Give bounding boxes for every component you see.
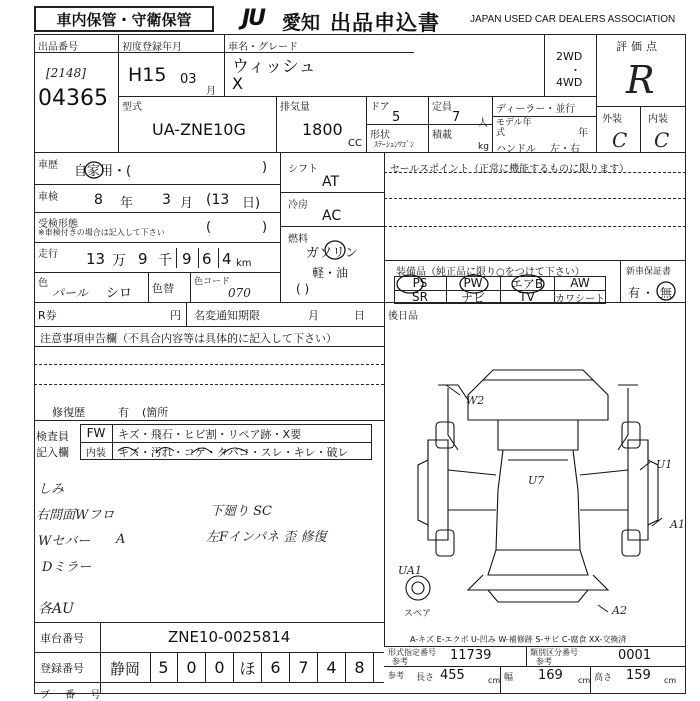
inspection-day: (13 <box>206 192 230 208</box>
width-label: 幅 <box>504 673 514 683</box>
length-value: 455 <box>440 668 465 683</box>
model-grade: X <box>232 74 243 93</box>
mileage-d5: 4 <box>222 250 232 268</box>
fuel-paren: ( ) <box>296 282 310 296</box>
equip-leather: カワシート <box>555 293 605 305</box>
inspector-label-1: 検査員 <box>36 430 69 443</box>
length-unit: cm <box>488 676 501 685</box>
history-circle <box>84 160 104 180</box>
diag-ua1: UA1 <box>398 564 422 577</box>
exterior-label: 外装 <box>602 114 622 125</box>
mileage-d3: 9 <box>182 250 192 268</box>
lot-number: 04365 <box>38 86 108 111</box>
fuel-circle <box>324 240 346 260</box>
damage-legend: A-キズ E-エクボ U-凹み W-補修跡 S-サビ C-腐食 XX-交換済 <box>410 635 627 644</box>
plate-digits <box>150 652 374 682</box>
note-d-mirror: Dミラー <box>42 560 92 575</box>
mileage-d2: 9 <box>138 250 148 268</box>
interior-marks <box>116 441 276 461</box>
name-change-month: 月 <box>308 309 319 322</box>
name-change-label: 名変通知期限 <box>194 309 260 322</box>
org-name: 愛知 <box>282 12 321 34</box>
warranty-label: 新車保証書 <box>626 267 672 277</box>
plate-digit: 8 <box>346 652 374 682</box>
mileage-unit: km <box>236 258 252 269</box>
rating-label: 評価点 <box>616 40 661 53</box>
drive-4wd: 4WD <box>556 76 583 89</box>
diag-a1: A1 <box>670 518 685 531</box>
mileage-u1: 万 <box>112 253 126 269</box>
plate-label: 登録番号 <box>40 662 84 675</box>
drive-2wd: 2WD <box>556 50 583 63</box>
capacity-unit: 人 <box>478 118 488 129</box>
fuel-line2: 軽・油 <box>312 266 349 280</box>
diag-spare: スペア <box>404 609 432 619</box>
color-value: パール <box>52 286 88 300</box>
r-ticket-label: R券 <box>38 309 57 322</box>
equip-navi: ナビ <box>460 290 485 305</box>
type-cert-label: 形式指定番号 <box>388 648 436 657</box>
handle-label: ハンドル <box>496 144 536 155</box>
interior-label-row: 内装 <box>86 447 106 459</box>
inspector-label-2: 記入欄 <box>36 446 69 459</box>
chassis-value: ZNE10-0025814 <box>168 628 291 646</box>
engine-label: 排気量 <box>280 102 310 113</box>
capacity-label: 定員 <box>432 102 452 113</box>
equipment-circles <box>394 272 614 296</box>
doors-label: ドア <box>370 102 390 113</box>
shift-value: AT <box>322 174 340 190</box>
body-label: 形状 <box>370 130 390 141</box>
type-label: 型式 <box>122 102 142 113</box>
equip-pw: PW <box>463 276 483 290</box>
ju-logo: JU <box>242 6 265 31</box>
dealer-label: ディーラー・並行 <box>496 104 576 115</box>
first-reg-year: H15 <box>128 64 167 86</box>
load-unit: kg <box>478 142 489 152</box>
mileage-d1: 13 <box>86 250 106 268</box>
receipt-label: 受検形態 <box>38 219 78 230</box>
type-value: UA-ZNE10G <box>152 120 246 139</box>
doors-value: 5 <box>392 110 401 125</box>
width-unit: cm <box>578 676 591 685</box>
plate-digit: ほ <box>234 652 262 682</box>
history-label: 車歴 <box>38 160 58 171</box>
fuel-label: 燃料 <box>288 234 308 245</box>
type-cert-value: 11739 <box>450 648 492 663</box>
warranty-circle <box>656 281 678 303</box>
receipt-note: ※車検付きの場合は記入して下さい <box>38 228 165 237</box>
warranty-dot: ・ <box>642 286 655 300</box>
first-reg-label: 初度登録年月 <box>122 42 182 53</box>
lot-sub-number: [2148] <box>46 66 86 80</box>
note-underbody: 下廻り SC <box>210 504 272 519</box>
storage-label: 車内保管・守衛保管 <box>34 6 214 32</box>
inspection-year-unit: 年 <box>120 196 134 211</box>
interior-grade: C <box>654 128 670 152</box>
receipt-open: ( <box>206 220 212 235</box>
mileage-d4: 6 <box>202 250 212 268</box>
notes-label: 注意事項申告欄（不具合内容等は具体的に記入して下さい） <box>40 332 337 345</box>
inspection-label: 車検 <box>38 192 58 203</box>
exterior-grade: C <box>612 128 628 152</box>
fw-label: FW <box>86 426 106 440</box>
ref-label-2: 参考 <box>536 657 552 666</box>
first-reg-month-unit: 月 <box>206 86 216 97</box>
shift-label: シフト <box>288 164 318 175</box>
diag-w2: W2 <box>466 394 485 407</box>
color-code: 070 <box>228 286 251 300</box>
engine-value: 1800 <box>302 120 343 139</box>
ref-label-3: 参考 <box>388 671 404 680</box>
fw-text: キズ・飛石・ヒビ割・リペア跡・X要 <box>118 428 302 441</box>
length-label: 長さ <box>416 673 435 683</box>
body-value: ｽﾃｰｼｮﾝﾜｺﾞﾝ <box>374 140 414 149</box>
engine-unit: CC <box>348 138 362 149</box>
plate-digit: 6 <box>262 652 290 682</box>
note-mid-a: A <box>116 532 126 547</box>
equipment-label: 装備品（純正品に限り○をつけて下さい） <box>396 267 585 278</box>
ref-label-1: 参考 <box>392 657 408 666</box>
plate-digit: 5 <box>150 652 178 682</box>
color-code-label: 色コード <box>194 277 231 287</box>
r-ticket-unit: 円 <box>170 309 181 322</box>
diag-a2: A2 <box>612 604 627 617</box>
height-label: 高さ <box>594 673 613 683</box>
note-w-cover: Wセバー <box>38 534 91 549</box>
repair-value: 有 <box>118 406 129 419</box>
association-name: JAPAN USED CAR DEALERS ASSOCIATION <box>470 14 676 25</box>
bottom-row-text: ブ 番 号 <box>40 690 107 701</box>
ac-value: AC <box>322 208 342 224</box>
color-change-label: 色替 <box>152 282 174 295</box>
lot-label: 出品番号 <box>38 42 78 53</box>
repair-label: 修復歴 <box>52 406 85 419</box>
model-name: ウィッシュ <box>232 57 316 77</box>
receipt-close: ) <box>262 220 268 235</box>
repair-location: (箇所 <box>142 406 169 419</box>
inspection-day-unit: 日) <box>242 196 261 211</box>
plate-region: 静岡 <box>110 660 141 678</box>
note-each-au: 各AU <box>38 601 74 617</box>
history-close: ) <box>262 160 268 175</box>
width-value: 169 <box>538 668 563 683</box>
note-dash-repair: 左Fインパネ 歪 修復 <box>206 530 327 545</box>
model-year-label: モデル年式 <box>496 118 532 138</box>
color-label: 色 <box>38 278 48 289</box>
plate-digit: 0 <box>178 652 206 682</box>
model-year-unit: 年 <box>578 128 588 139</box>
mileage-label: 走行 <box>38 249 58 260</box>
plate-digit: 0 <box>206 652 234 682</box>
later-docs-label: 後日品 <box>388 311 418 322</box>
plate-digit: 7 <box>290 652 318 682</box>
sales-point-label: セールスポイント（正常に機能するものに限ります） <box>390 164 630 175</box>
equip-sr: SR <box>412 290 428 304</box>
rating-score: R <box>626 58 655 102</box>
chassis-label: 車台番号 <box>40 632 84 645</box>
equip-tv: TV <box>519 290 535 304</box>
class-label: 類別区分番号 <box>530 648 578 657</box>
height-unit: cm <box>664 676 677 685</box>
note-stain: しみ <box>38 482 65 497</box>
equip-airbag: エアB <box>510 276 544 291</box>
equip-ps: PS <box>412 276 428 290</box>
inspection-month-unit: 月 <box>180 196 194 211</box>
name-change-day: 日 <box>354 309 365 322</box>
inspection-month: 3 <box>162 192 171 208</box>
plate-digit: 4 <box>318 652 346 682</box>
interior-label: 内装 <box>648 114 668 125</box>
inspection-year: 8 <box>94 192 103 208</box>
note-w-front: 右間面Wフロ <box>36 508 115 523</box>
drive-dot: ・ <box>570 64 581 77</box>
height-value: 159 <box>626 668 651 683</box>
load-label: 積載 <box>432 130 452 141</box>
ac-label: 冷房 <box>288 200 308 211</box>
warranty-no: 無 <box>660 286 673 300</box>
fuel-line1: ガソリン <box>306 246 359 261</box>
mileage-u2: 千 <box>158 253 172 269</box>
diag-u1: U1 <box>656 458 673 471</box>
equip-aw: AW <box>570 276 590 290</box>
class-value: 0001 <box>618 648 652 663</box>
color-value2: シロ <box>106 286 133 301</box>
model-label: 車名・グレード <box>228 42 298 53</box>
doc-title: 出品申込書 <box>330 11 440 35</box>
history-value: 自家用・( <box>74 164 132 179</box>
capacity-value: 7 <box>452 110 461 125</box>
warranty-yes: 有 <box>628 286 641 300</box>
interior-text: キズ・汚れ・コゲ・タバコ・スレ・キレ・破レ <box>118 446 349 459</box>
handle-value: 左・右 <box>550 144 580 155</box>
first-reg-month: 03 <box>180 72 197 87</box>
diag-u7: U7 <box>528 474 545 487</box>
